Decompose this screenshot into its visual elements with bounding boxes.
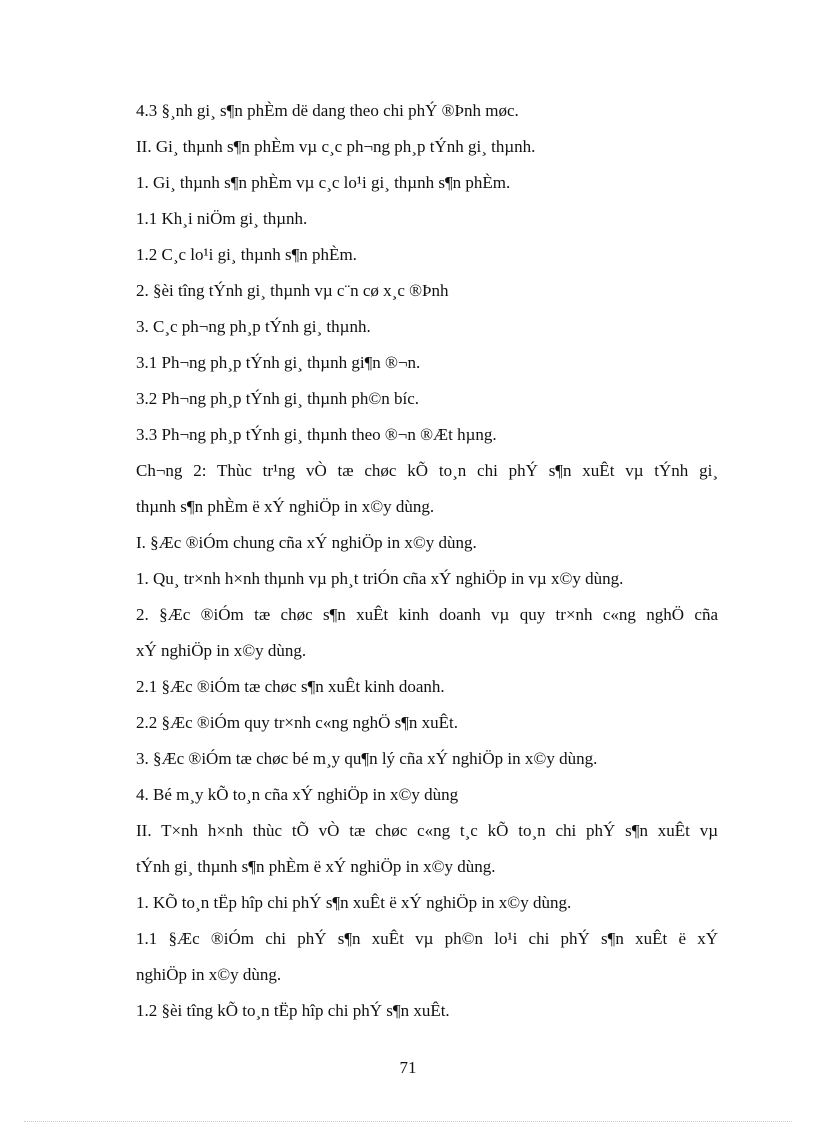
toc-line: 1.1 Kh¸i niÖm gi¸ thµnh. [136,209,308,228]
toc-line: 4.3 §¸nh gi¸ s¶n phÈm dë dang theo chi phÝ ®Þnh møc. [136,101,519,120]
toc-line: 1.2 §èi tîng kÕ to¸n tËp hîp chi phÝ s¶n xuÊt. [136,1001,450,1020]
toc-line: 3. C¸c ph¬ng ph¸p tÝnh gi¸ thµnh. [136,317,371,336]
toc-line: 4. Bé m¸y kÕ to¸n cña xÝ nghiÖp in x©y dùng [136,785,459,804]
table-of-contents [136,93,718,1029]
toc-line: 2. §èi tîng tÝnh gi¸ thµnh vµ c¨n cø x¸c ®Þnh [136,281,449,300]
toc-line: I. §Æc ®iÓm chung cña xÝ nghiÖp in x©y dùng. [136,533,477,552]
toc-line: 3. §Æc ®iÓm tæ chøc bé m¸y qu¶n lý cña xÝ nghiÖp in x©y dùng. [136,749,598,768]
toc-line: II. T×nh h×nh thùc tÕ vÒ tæ chøc c«ng t¸c kÕ to¸n chi phÝ s¶n xuÊt vµ [136,821,718,840]
toc-line: nghiÖp in x©y dùng. [136,965,282,984]
toc-line: tÝnh gi¸ thµnh s¶n phÈm ë xÝ nghiÖp in x©y dùng. [136,857,496,876]
toc-line: II. Gi¸ thµnh s¶n phÈm vµ c¸c ph¬ng ph¸p tÝnh gi¸ thµnh. [136,137,536,156]
toc-line: 2.1 §Æc ®iÓm tæ chøc s¶n xuÊt kinh doanh. [136,677,445,696]
toc-line: 3.1 Ph¬ng ph¸p tÝnh gi¸ thµnh gi¶n ®¬n. [136,353,421,372]
toc-line: 2.2 §Æc ®iÓm quy tr×nh c«ng nghÖ s¶n xuÊt. [136,713,459,732]
toc-line: thµnh s¶n phÈm ë xÝ nghiÖp in x©y dùng. [136,497,435,516]
toc-line: xÝ nghiÖp in x©y dùng. [136,641,307,660]
toc-line: 3.2 Ph¬ng ph¸p tÝnh gi¸ thµnh ph©n bíc. [136,389,420,408]
toc-line: 2. §Æc ®iÓm tæ chøc s¶n xuÊt kinh doanh vµ quy tr×nh c«ng nghÖ cña [136,605,718,624]
toc-line: 1.2 C¸c lo¹i gi¸ thµnh s¶n phÈm. [136,245,357,264]
toc-line: 1. KÕ to¸n tËp hîp chi phÝ s¶n xuÊt ë xÝ nghiÖp in x©y dùng. [136,893,572,912]
toc-line: 1. Gi¸ thµnh s¶n phÈm vµ c¸c lo¹i gi¸ thµnh s¶n phÈm. [136,173,511,192]
toc-line: 1.1 §Æc ®iÓm chi phÝ s¶n xuÊt vµ ph©n lo¹i chi phÝ s¶n xuÊt ë xÝ [136,929,718,948]
toc-line: Ch¬ng 2: Thùc tr¹ng vÒ tæ chøc kÕ to¸n chi phÝ s¶n xuÊt vµ tÝnh gi¸ [136,461,718,480]
bottom-dotted-rule [24,1121,792,1122]
toc-line: 1. Qu¸ tr×nh h×nh thµnh vµ ph¸t triÓn cña xÝ nghiÖp in vµ x©y dùng. [136,569,624,588]
toc-line: 3.3 Ph¬ng ph¸p tÝnh gi¸ thµnh theo ®¬n ®Æt hµng. [136,425,497,444]
page-number: 71 [399,1058,417,1077]
